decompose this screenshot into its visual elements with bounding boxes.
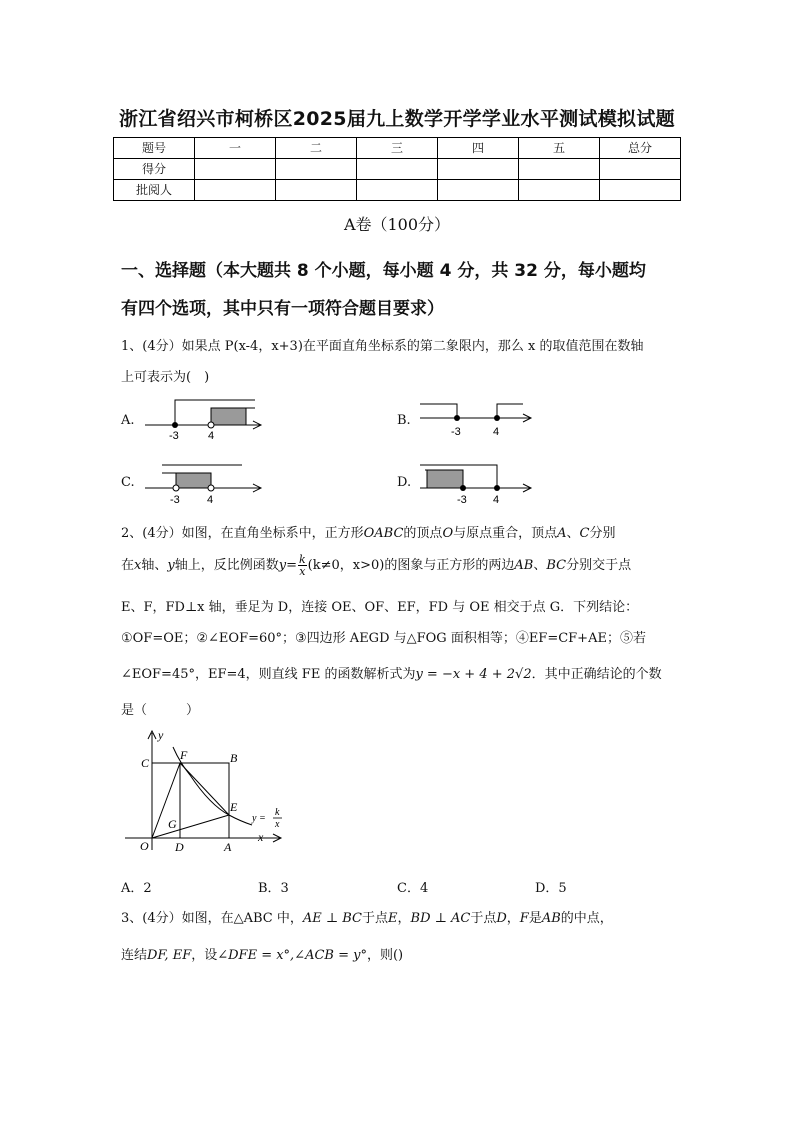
table-cell: 一 — [195, 138, 276, 159]
score-table-header-row — [114, 138, 681, 159]
table-cell[interactable] — [519, 159, 600, 180]
q2-line4: ①OF=OE；②∠EOF=60°；③四边形 AEGD 与△FOG 面积相等；④EF=CF+AE；⑤若 — [121, 631, 646, 646]
q2-option-d[interactable]: D．5 — [535, 881, 567, 896]
range-bracket — [420, 404, 457, 418]
q2-figure — [120, 725, 300, 860]
axis-label-x: x — [258, 830, 264, 844]
text: AE ⊥ BC — [302, 911, 362, 926]
open-point — [208, 422, 214, 428]
table-cell: 四 — [438, 138, 519, 159]
segment-oe — [152, 815, 229, 838]
q2-line5 — [121, 663, 662, 682]
solid-point — [460, 485, 466, 491]
q1-option-d-numberline[interactable] — [415, 455, 540, 507]
q1-line2: 上可表示为( ) — [121, 370, 210, 385]
text: 分别 — [589, 526, 616, 541]
text: y= — [278, 558, 297, 573]
q1-option-b-label[interactable]: B. — [397, 413, 411, 428]
text: BD ⊥ AC — [410, 911, 471, 926]
q1-option-a-numberline[interactable] — [140, 393, 270, 443]
text: A — [557, 526, 567, 541]
text: ．其中正确结论的个数 — [531, 667, 662, 682]
solid-point — [494, 485, 500, 491]
text: O — [442, 526, 454, 541]
text: 于点 — [361, 911, 388, 926]
q2-line6: 是（ ） — [121, 703, 200, 718]
text: (k≠0，x>0)的图象与正方形的两边 — [307, 558, 515, 573]
q2-option-c[interactable]: C．4 — [397, 881, 429, 896]
tick-label: 4 — [493, 494, 500, 506]
table-cell: 题号 — [114, 138, 195, 159]
solid-point — [172, 422, 178, 428]
section-heading-line2: 有四个选项，其中只有一项符合题目要求） — [121, 299, 444, 319]
table-cell: 二 — [276, 138, 357, 159]
text: 轴上，反比例函数 — [174, 558, 279, 573]
shaded-region — [211, 408, 246, 425]
text: 连结 — [121, 948, 148, 963]
page-title: 浙江省绍兴市柯桥区2025届九上数学开学学业水平测试模拟试题 — [119, 108, 675, 130]
table-cell: 三 — [357, 138, 438, 159]
table-cell: 得分 — [114, 159, 195, 180]
table-cell[interactable] — [600, 180, 681, 201]
table-cell: 总分 — [600, 138, 681, 159]
text: x — [134, 558, 142, 573]
point-label: A — [224, 840, 232, 854]
range-bracket — [497, 404, 523, 418]
point-label: F — [180, 748, 188, 762]
text: AB — [514, 558, 534, 573]
tick-label: -3 — [169, 430, 179, 442]
text: 分别交于点 — [566, 558, 632, 573]
q1-option-b-numberline[interactable] — [415, 393, 540, 443]
table-cell[interactable] — [600, 159, 681, 180]
text: ， — [397, 911, 411, 926]
text: 是 — [528, 911, 542, 926]
text: 、 — [533, 558, 547, 573]
point-label: G — [168, 817, 177, 831]
shaded-region — [427, 470, 463, 488]
text: 3、(4分）如图，在△ABC 中， — [121, 911, 303, 926]
curve-label: y = — [252, 813, 266, 824]
point-label: O — [140, 839, 149, 853]
section-heading-line1: 一、选择题（本大题共 8 个小题，每小题 4 分，共 32 分，每小题均 — [121, 261, 646, 281]
q1-option-c-label[interactable]: C. — [121, 475, 135, 490]
q2-line2 — [121, 551, 631, 581]
segment-ef — [180, 763, 229, 815]
q1-line1: 1、(4分）如果点 P(x-4，x+3)在平面直角坐标系的第二象限内，那么 x 的取值范围在数轴 — [121, 339, 644, 354]
table-cell[interactable] — [519, 180, 600, 201]
tick-label: 4 — [493, 426, 500, 438]
q3-line2 — [121, 944, 403, 963]
tick-label: -3 — [170, 494, 180, 506]
formula: y = −x + 4 + 2√2 — [415, 667, 532, 682]
tick-label: -3 — [457, 494, 467, 506]
text: ，设 — [191, 948, 218, 963]
fraction — [298, 554, 307, 577]
table-cell[interactable] — [438, 180, 519, 201]
point-label: C — [141, 756, 150, 770]
text: 于点 — [470, 911, 497, 926]
score-table-row — [114, 159, 681, 180]
text: 的中点， — [560, 911, 613, 926]
table-cell: 五 — [519, 138, 600, 159]
text: ， — [506, 911, 520, 926]
open-point — [208, 485, 214, 491]
score-table-row — [114, 180, 681, 201]
tick-label: 4 — [208, 430, 215, 442]
text: C — [579, 526, 590, 541]
solid-point — [454, 415, 460, 421]
q2-line3: E、F，FD⊥x 轴，垂足为 D，连接 OE、OF、EF，FD 与 OE 相交于点 G．下列结论： — [121, 600, 639, 615]
text: OABC — [363, 526, 404, 541]
numerator: k — [299, 553, 306, 566]
tick-label: 4 — [207, 494, 214, 506]
text: DF, EF — [147, 948, 192, 963]
table-cell[interactable] — [276, 180, 357, 201]
q1-option-d-label[interactable]: D. — [397, 475, 412, 490]
q3-line1 — [121, 907, 613, 926]
text: 与原点重合，顶点 — [453, 526, 558, 541]
text: F — [519, 911, 529, 926]
text: ∠EOF=45°，EF=4，则直线 FE 的函数解析式为 — [121, 667, 416, 682]
text: y — [167, 558, 175, 573]
text: D — [496, 911, 507, 926]
table-cell[interactable] — [195, 159, 276, 180]
point-label: B — [230, 751, 238, 765]
q2-option-b[interactable]: B．3 — [258, 881, 289, 896]
tick-label: -3 — [451, 426, 461, 438]
text: ，则() — [366, 948, 404, 963]
axis-label-y: y — [158, 728, 164, 742]
text: BC — [546, 558, 567, 573]
curve-label-numerator: k — [275, 807, 280, 818]
shaded-region — [176, 473, 211, 488]
table-cell[interactable] — [438, 159, 519, 180]
text: 的顶点 — [403, 526, 443, 541]
table-cell: 批阅人 — [114, 180, 195, 201]
text: AB — [541, 911, 561, 926]
q1-option-c-numberline[interactable] — [140, 455, 270, 507]
q2-line1 — [121, 522, 616, 541]
volume-heading: A卷（100分） — [343, 215, 451, 234]
q1-option-a-label[interactable]: A. — [121, 413, 135, 428]
curve-label-denominator: x — [275, 819, 280, 830]
point-label: D — [175, 840, 184, 854]
text: 2、(4分）如图，在直角坐标系中，正方形 — [121, 526, 364, 541]
score-table — [113, 137, 681, 201]
table-cell[interactable] — [357, 180, 438, 201]
solid-point — [494, 415, 500, 421]
denominator: x — [299, 565, 306, 578]
table-cell[interactable] — [195, 180, 276, 201]
text: 、 — [566, 526, 580, 541]
text: ∠DFE = x°,∠ACB = y° — [217, 948, 367, 963]
open-point — [173, 485, 179, 491]
text: E — [388, 911, 398, 926]
text: 在 — [121, 558, 135, 573]
table-cell[interactable] — [357, 159, 438, 180]
table-cell[interactable] — [276, 159, 357, 180]
q2-option-a[interactable]: A．2 — [121, 881, 152, 896]
point-label: E — [230, 800, 238, 814]
text: 轴、 — [141, 558, 168, 573]
